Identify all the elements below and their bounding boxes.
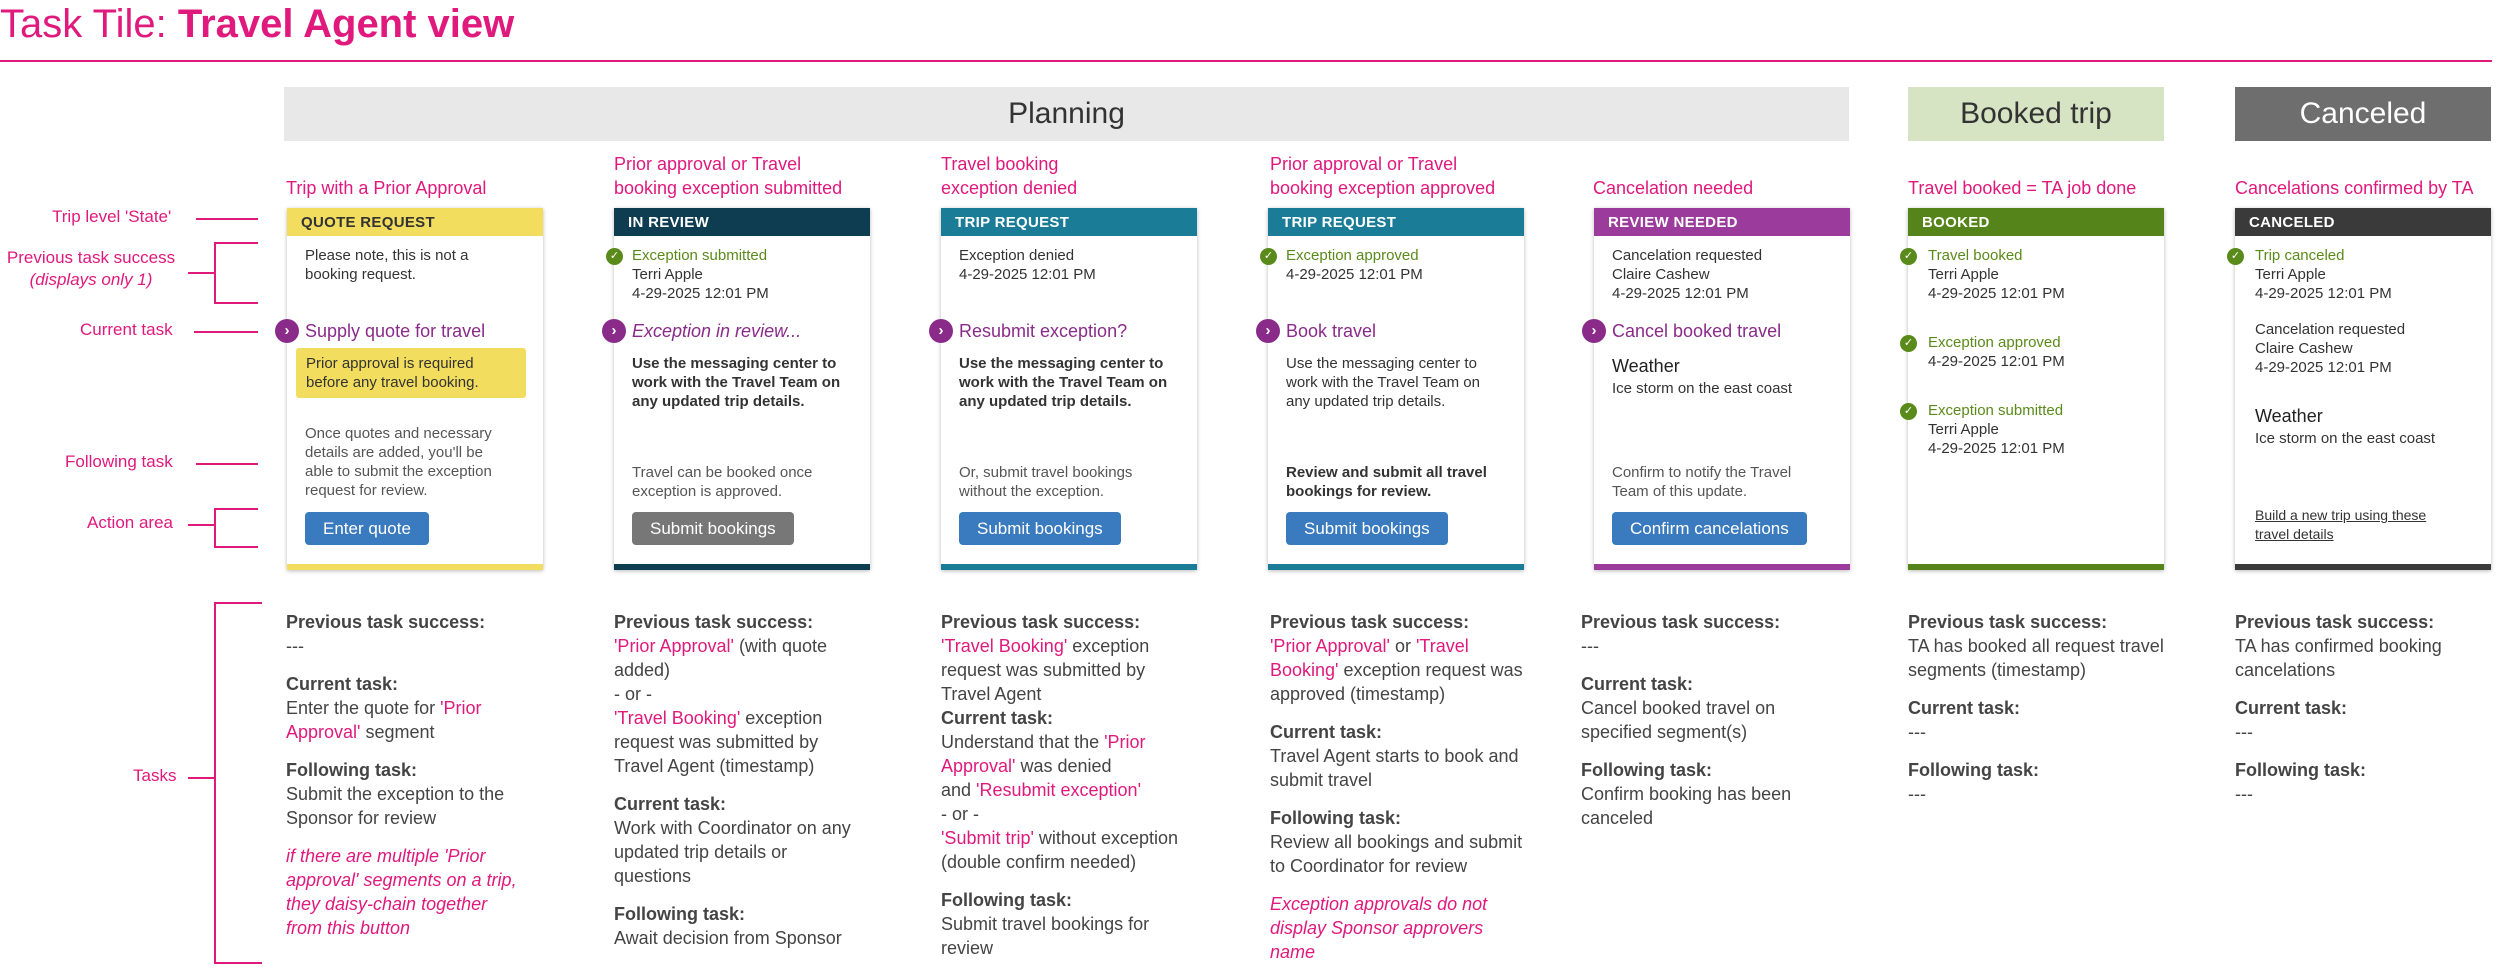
state-bar	[941, 564, 1197, 570]
arrow-right-icon: ›	[1256, 319, 1280, 343]
arrow-right-icon: ›	[1582, 319, 1606, 343]
state-header: QUOTE REQUEST	[287, 208, 543, 236]
success-timestamp: 4-29-2025 12:01 PM	[1286, 266, 1423, 283]
following-text: exception is approved.	[632, 483, 783, 500]
phase-planning: Planning	[284, 87, 1849, 141]
following-text: Review and submit all travel	[1286, 464, 1487, 481]
success-title: Trip canceled	[2255, 247, 2345, 264]
page-title: Task Tile: Travel Agent view	[0, 2, 515, 46]
check-icon: ✓	[2227, 248, 2244, 265]
label-current-task: Current task	[80, 320, 173, 339]
bracket-line	[188, 524, 214, 526]
weather-detail: Ice storm on the east coast	[2255, 430, 2436, 447]
weather-title: Weather	[2255, 406, 2323, 426]
task-tile-review-needed	[1591, 208, 1850, 570]
column-header: Prior approval or Travel booking exception approved	[1270, 154, 1496, 198]
state-header: IN REVIEW	[614, 208, 870, 236]
state-bar	[1908, 564, 2164, 570]
bracket-line	[214, 602, 216, 964]
label-previous-success: Previous task success	[6, 248, 176, 267]
following-text: able to submit the exception	[305, 463, 492, 480]
bracket-line	[188, 272, 214, 274]
task-description: Previous task success: 'Travel Booking' exception request was submitted by Travel Agent Current task: Understand that the 'Prior Approval' was denied and 'Resubmit exception' - or - 'Submit trip' without exception (double confirm needed) Following task: Submit travel bookings for review	[941, 612, 1178, 958]
connector-line	[196, 463, 258, 465]
arrow-right-icon: ›	[929, 319, 953, 343]
task-description: Previous task success: 'Prior Approval' or 'Travel Booking' exception request was approved (timestamp) Current task: Travel Agent starts to book and submit travel Following task: Review all bookings and submit to Coordinator for review Exception approvals do not display Sponsor approvers name	[1270, 612, 1523, 962]
success-title: Exception submitted	[632, 247, 768, 264]
success-timestamp: 4-29-2025 12:01 PM	[632, 285, 769, 302]
success-title: Exception denied	[959, 247, 1075, 264]
success-timestamp: 4-29-2025 12:01 PM	[1928, 285, 2065, 302]
card-body: any updated trip details.	[1286, 393, 1446, 410]
column-header: Cancelation needed	[1593, 178, 1754, 198]
success-user: Terri Apple	[1928, 266, 1999, 283]
task-tile-in-review	[609, 208, 870, 570]
following-text: Travel can be booked once	[632, 464, 813, 481]
success-title: Exception approved	[1928, 334, 2061, 351]
following-text: Team of this update.	[1612, 483, 1748, 500]
state-bar	[1268, 564, 1524, 570]
column-header: Cancelations confirmed by TA	[2235, 178, 2474, 198]
state-bar	[1594, 564, 1850, 570]
card-body: Use the messaging center to	[632, 355, 837, 372]
current-task: Resubmit exception?	[959, 321, 1128, 341]
card-note: Please note, this is not a	[305, 247, 469, 264]
label-action-area: Action area	[87, 513, 173, 532]
check-icon: ✓	[1900, 403, 1917, 420]
success-timestamp: 4-29-2025 12:01 PM	[1928, 440, 2065, 457]
title-divider	[0, 60, 2492, 62]
current-task: Supply quote for travel	[305, 321, 486, 341]
bracket-line	[214, 242, 216, 304]
arrow-right-icon: ›	[275, 319, 299, 343]
label-trip-state: Trip level 'State'	[52, 207, 172, 226]
following-text: request for review.	[305, 482, 428, 499]
submit-bookings-button[interactable]: Submit bookings	[632, 512, 794, 545]
task-tile-exception-denied	[938, 208, 1197, 570]
check-icon: ✓	[1900, 248, 1917, 265]
following-text: without the exception.	[959, 483, 1105, 500]
success-timestamp: 4-29-2025 12:01 PM	[2255, 285, 2392, 302]
success-title: Travel booked	[1928, 247, 2023, 264]
bracket-line	[214, 546, 258, 548]
task-tile-exception-approved	[1263, 208, 1524, 570]
state-header: REVIEW NEEDED	[1594, 208, 1850, 236]
bracket-line	[214, 962, 262, 964]
state-bar	[2235, 564, 2491, 570]
enter-quote-button[interactable]: Enter quote	[305, 512, 429, 545]
phase-canceled: Canceled	[2235, 87, 2491, 141]
check-icon: ✓	[1900, 335, 1917, 352]
current-task: Book travel	[1286, 321, 1377, 341]
state-bar	[614, 564, 870, 570]
column-header: Travel booked = TA job done	[1908, 178, 2137, 198]
task-tile-booked	[1903, 208, 2164, 570]
submit-bookings-button[interactable]: Submit bookings	[1286, 512, 1448, 545]
bracket-line	[188, 777, 214, 779]
column-header: Trip with a Prior Approval	[286, 178, 487, 198]
history-user: Claire Cashew	[2255, 340, 2353, 357]
build-new-trip-link[interactable]: Build a new trip using these	[2255, 507, 2427, 523]
bracket-line	[214, 508, 216, 548]
check-icon: ✓	[1260, 248, 1277, 265]
weather-detail: Ice storm on the east coast	[1612, 380, 1793, 397]
label-tasks: Tasks	[133, 766, 177, 785]
success-title: Cancelation requested	[1612, 247, 1763, 264]
alert-box: Prior approval is required before any travel booking.	[296, 348, 526, 398]
build-new-trip-link[interactable]: travel details	[2255, 526, 2334, 542]
column-header: Travel booking exception denied	[941, 154, 1078, 198]
success-title: Exception approved	[1286, 247, 1419, 264]
phase-booked-trip: Booked trip	[1908, 87, 2164, 141]
success-user: Terri Apple	[632, 266, 703, 283]
connector-line	[196, 218, 258, 220]
arrow-right-icon: ›	[602, 319, 626, 343]
state-header: TRIP REQUEST	[1268, 208, 1524, 236]
following-text: details are added, you'll be	[305, 444, 483, 461]
confirm-cancelations-button[interactable]: Confirm cancelations	[1612, 512, 1807, 545]
bracket-line	[214, 242, 258, 244]
card-body: work with the Travel Team on	[1286, 374, 1480, 391]
weather-title: Weather	[1612, 356, 1680, 376]
state-bar	[287, 564, 543, 570]
task-tile-canceled	[2230, 208, 2491, 570]
success-user: Terri Apple	[1928, 421, 1999, 438]
state-header: TRIP REQUEST	[941, 208, 1197, 236]
state-header: CANCELED	[2235, 208, 2491, 236]
current-task: Cancel booked travel	[1612, 321, 1782, 341]
submit-bookings-button[interactable]: Submit bookings	[959, 512, 1121, 545]
task-tile-quote-request	[284, 208, 543, 570]
success-user: Claire Cashew	[1612, 266, 1710, 283]
success-timestamp: 4-29-2025 12:01 PM	[959, 266, 1096, 283]
history-timestamp: 4-29-2025 12:01 PM	[2255, 359, 2392, 376]
task-description: Previous task success: 'Prior Approval' (with quote added) - or - 'Travel Booking' exception request was submitted by Travel Agent (timestamp) Current task: Work with Coordinator on any updated trip details or questions Following task: Await decision from Sponsor	[614, 612, 851, 948]
success-user: Terri Apple	[2255, 266, 2326, 283]
card-note: booking request.	[305, 266, 416, 283]
history-title: Cancelation requested	[2255, 321, 2406, 338]
label-following-task: Following task	[65, 452, 173, 471]
success-timestamp: 4-29-2025 12:01 PM	[1928, 353, 2065, 370]
task-description: Previous task success: TA has confirmed booking cancelations Current task: --- Following task: ---	[2235, 612, 2442, 804]
task-description: Previous task success: TA has booked all request travel segments (timestamp) Current task: --- Following task: ---	[1908, 612, 2164, 804]
bracket-line	[214, 508, 258, 510]
card-body: work with the Travel Team on	[632, 374, 841, 391]
card-body: Use the messaging center to	[959, 355, 1164, 372]
connector-line	[194, 331, 258, 333]
card-body: any updated trip details.	[632, 393, 805, 410]
bracket-line	[214, 602, 262, 604]
success-timestamp: 4-29-2025 12:01 PM	[1612, 285, 1749, 302]
current-task: Exception in review...	[632, 321, 802, 341]
check-icon: ✓	[606, 248, 623, 265]
following-text: Or, submit travel bookings	[959, 464, 1133, 481]
label-previous-success-note: (displays only 1)	[29, 270, 153, 289]
following-text: Once quotes and necessary	[305, 425, 492, 442]
following-text: bookings for review.	[1286, 483, 1432, 500]
task-description: Previous task success: --- Current task: Enter the quote for 'Prior Approval' segment Following task: Submit the exception to the Sponsor for review if there are multiple 'Prior approval' segments on a trip, they daisy-chain together from this button	[286, 612, 517, 938]
card-body: work with the Travel Team on	[959, 374, 1168, 391]
task-description: Previous task success: --- Current task: Cancel booked travel on specified segment(s) Following task: Confirm booking has been canceled	[1581, 612, 1792, 828]
success-title: Exception submitted	[1928, 402, 2064, 419]
column-header: Prior approval or Travel booking exception submitted	[614, 154, 843, 198]
state-header: BOOKED	[1908, 208, 2164, 236]
card-body: Use the messaging center to	[1286, 355, 1477, 372]
bracket-line	[214, 302, 258, 304]
following-text: Confirm to notify the Travel	[1612, 464, 1792, 481]
card-body: any updated trip details.	[959, 393, 1132, 410]
